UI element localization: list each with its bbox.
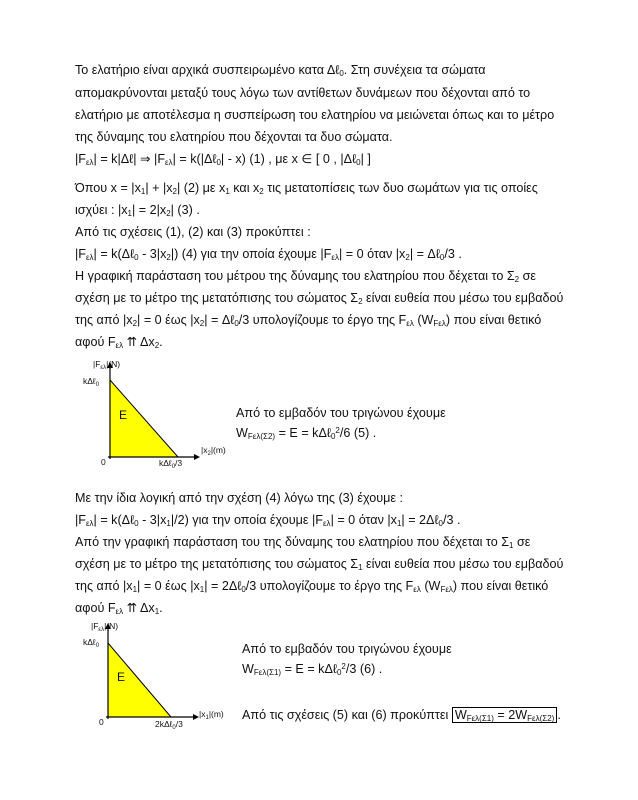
paragraph3-line1: Με την ίδια λογική από την σχέση (4) λόγω της (3) έχουμε : [75,491,404,505]
graph-2-area-label: E [117,670,126,684]
note2-line2: $W_{F\varepsilon\lambda(\Sigma 1)} = E$ = kΔℓ$_0^2$/3 (6) . [242,662,383,677]
graph-2-svg [75,617,265,742]
graph-2-x-tick-label: 2kΔℓ$_0$/3 [155,719,183,731]
paragraph2-line1: Όπου $x = |x_1| + |x_2|$ (2) με $x_1$ και $x_2$ τις μετατοπίσεις των δυο σωμάτων για τις οποίες [75,181,538,196]
graph-2-x-axis-label: $|x_1|(m)$ [199,709,224,721]
paragraph2-line7: της από $|x_2| = 0$ έως $|x_2|$ = Δℓ$_0$/3 υπολογίζουμε το έργο της $F_{\varepsilon\lambda}$ $(W_{F\varepsilon\lambda})$ που είναι θετικό [75,313,542,328]
graph-1-y-axis-label: $|F_{\varepsilon\lambda}|(N)$ [93,359,121,371]
note1-line2: $W_{F\varepsilon\lambda(\Sigma 2)} = E$ = kΔℓ$_0^2$/6 (5) . [236,426,377,441]
paragraph1-line2: απομακρύνονται μεταξύ τους λόγω των αντίθετων δυνάμεων που δέχονται από το [75,86,531,100]
graph-1-x-arrow [194,454,200,460]
paragraph1-line1: Το ελατήριο είναι αρχικά συσπειρωμένο κατα Δℓ$_0$. Στη συνέχεια τα σώματα [75,63,486,78]
paragraph2-line5: Η γραφική παράσταση του μέτρου της δύναμης του ελατηρίου που δέχεται το $\Sigma_2$ σε [75,269,536,284]
note2-line1: Από το εμβαδόν του τριγώνου έχουμε [242,642,452,656]
graph-2 [75,617,265,742]
graph-1-area-label: E [119,408,128,422]
paragraph3-line5: της από $|x_1| = 0$ έως $|x_1|$ = 2Δℓ$_0$/3 υπολογίζουμε το έργο της $F_{\varepsilon\lambda}$ $(W_{F\varepsilon\lambda})$ που είναι θετικό [75,579,549,594]
result-box: $W_{F\varepsilon\lambda(\Sigma 1)} = 2W_{F\varepsilon\lambda(\Sigma 2)}$ [452,707,558,723]
graph-2-y-axis-label: $|F_{\varepsilon\lambda}|(N)$ [91,621,119,633]
paragraph3-line3: Από την γραφική παράσταση του της δύναμης του ελατηρίου που δέχεται το $\Sigma_1$ σε [75,535,531,550]
paragraph2-line6: σχέση με το μέτρο της μετατόπισης του σώματος $\Sigma_2$ είναι ευθεία που μέσω του εμβαδού [75,291,564,306]
paragraph2-line3: Από τις σχέσεις (1), (2) και (3) προκύπτει : [75,225,311,239]
graph-2-origin-label: 0 [99,717,104,727]
graph-1-y-tick-label: kΔℓ$_0$ [83,376,100,388]
paragraph2-line8: αφού $F_{\varepsilon\lambda}$ ⇈ $\Delta x_2$. [75,335,163,350]
graph-1-x-axis-label: $|x_2|(m)$ [201,445,226,457]
paragraph3-line2: $|F_{\varepsilon\lambda}|$ = k(Δℓ$_0$ - $3|x_1|/2$) για την οποία έχουμε $|F_{\varepsilon\lambda}| = 0$ όταν $|x_1|$ = 2Δℓ$_0$/3 . [75,513,461,528]
graph-1-origin-label: 0 [101,457,106,467]
graph-1-x-tick-label: kΔℓ$_0$/3 [159,458,183,470]
paragraph3-line6: αφού $F_{\varepsilon\lambda}$ ⇈ $\Delta x_1$. [75,601,163,616]
paragraph2-line4: $|F_{\varepsilon\lambda}|$ = k(Δℓ$_0$ - $3|x_2|$) (4) για την οποία έχουμε $|F_{\varepsilon\lambda}| = 0$ όταν $|x_2|$ = Δℓ$_0$/3 . [75,247,462,262]
paragraph1-line4: της δύναμης του ελατηρίου που δέχονται τα δυο σώματα. [75,130,393,144]
graph-2-y-tick-label: kΔℓ$_0$ [83,637,100,649]
paragraph3-line4: σχέση με το μέτρο της μετατόπισης του σώματος $\Sigma_1$ είναι ευθεία που μέσω του εμβαδού [75,557,564,572]
note1-line1: Από το εμβαδόν του τριγώνου έχουμε [236,406,446,420]
note2-line3: Από τις σχέσεις (5) και (6) προκύπτει $W_{F\varepsilon\lambda(\Sigma 1)} = 2W_{F\varepsilon\lambda(\Sigma 2)}$ . [242,708,561,723]
equation-1: $|F_{\varepsilon\lambda}|$ = k|Δℓ| ⇒ $|F_{\varepsilon\lambda}|$ = k(|Δℓ$_0$| - x) (1) , με x ∈ [ 0 , |Δℓ$_0$| ] [75,152,371,167]
paragraph1-line3: ελατήριο με αποτέλεσμα η συσπείρωση του ελατηρίου να μειώνεται όπως και το μέτρο [75,108,555,122]
paragraph2-line2: ισχύει : $|x_1| = 2|x_2|$ (3) . [75,203,200,218]
